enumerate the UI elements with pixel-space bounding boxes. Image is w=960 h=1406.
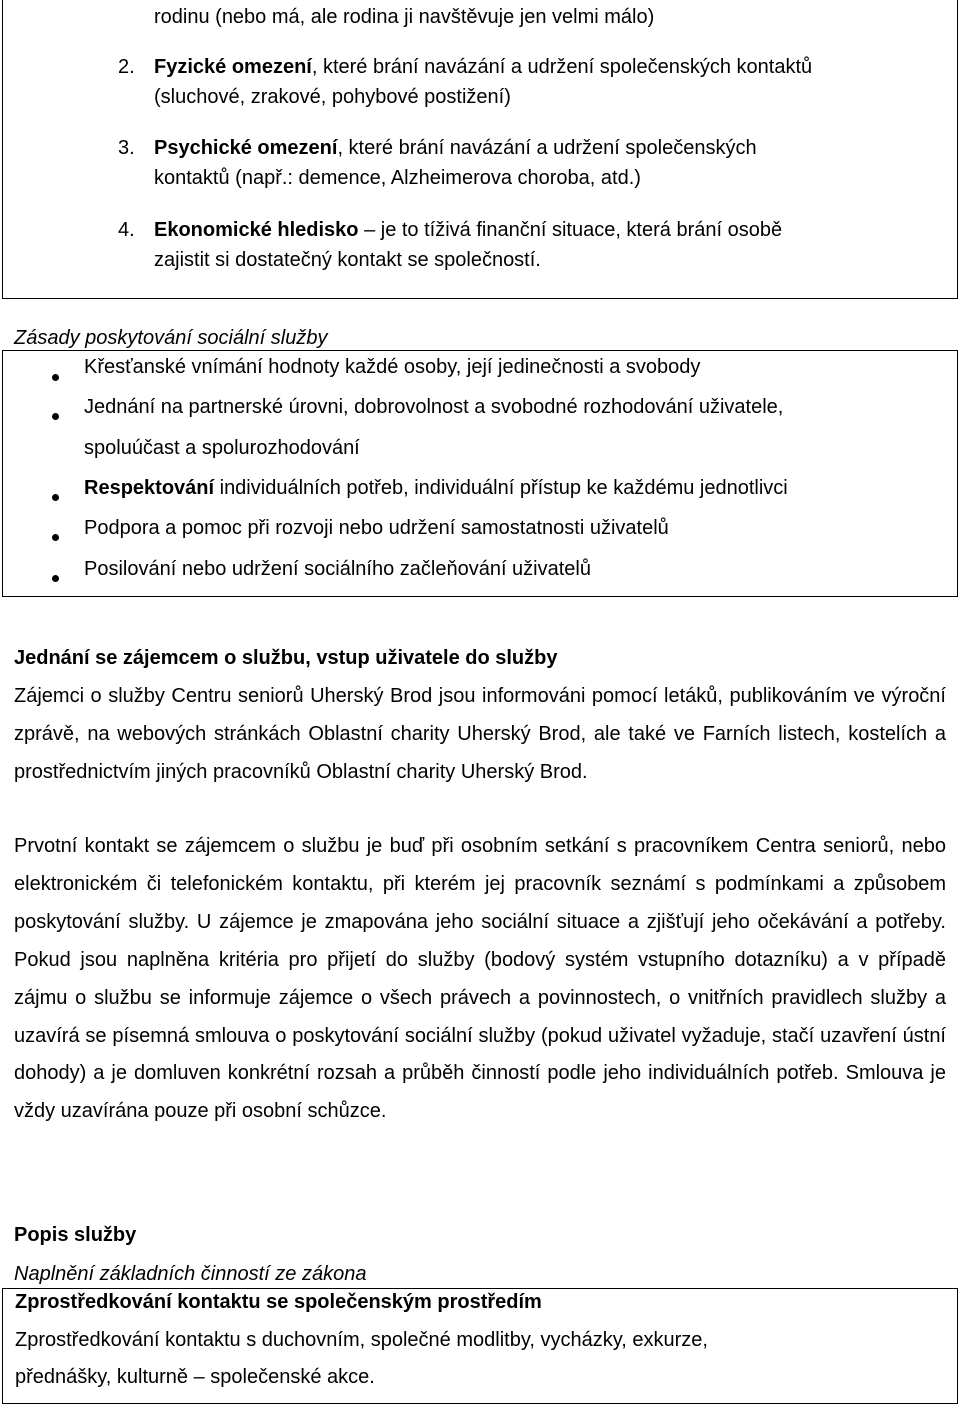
- principles-heading: Zásady poskytování sociální služby: [14, 327, 328, 349]
- description-subheading: Naplnění základních činností ze zákona: [14, 1263, 367, 1285]
- bullet: [52, 575, 59, 582]
- principle-5: Posilování nebo udržení sociálního začleňování uživatelů: [84, 558, 591, 580]
- bullet: [52, 494, 59, 501]
- principle-3: Respektování individuálních potřeb, individuální přístup ke každému jednotlivci: [84, 477, 788, 499]
- principle-2-line1: Jednání na partnerské úrovni, dobrovolnost a svobodné rozhodování uživatele,: [84, 396, 784, 418]
- principle-1: Křesťanské vnímání hodnoty každé osoby, její jedinečnosti a svobody: [84, 356, 701, 378]
- activity-title: Zprostředkování kontaktu se společenským prostředím: [15, 1291, 542, 1313]
- principle-4: Podpora a pomoc při rozvoji nebo udržení samostatnosti uživatelů: [84, 517, 669, 539]
- bullet: [52, 413, 59, 420]
- bullet: [52, 374, 59, 381]
- principle-2-line2: spoluúčast a spolurozhodování: [84, 437, 360, 459]
- intake-paragraph-2: Prvotní kontakt se zájemcem o službu je buď při osobním setkání s pracovníkem Centra seniorů, nebo elektronickém či telefonickém kontaktu, při kterém jej pracovník seznámí s podmínkami a způsobem poskytování služby. U zájemce je zmapována jeho sociální situace a zjišťují jeho očekávání a potřeby. Pokud jsou naplněna kritéria pro přijetí do služby (bodový systém vstupního dotazníku) a v případě zájmu o službu se informuje zájemce o všech právech a povinnostech, o vnitřních pravidlech služby a uzavírá se písemná smlouva o poskytování sociální služby (pokud uživatel vyžaduje, stačí uzavření ústní dohody) a je domluven konkrétní rozsah a průběh činností podle jeho individuálních potřeb. Smlouva je vždy uzavírána pouze při osobní schůzce.: [14, 835, 946, 1123]
- intake-paragraph-1: Zájemci o služby Centru seniorů Uherský Brod jsou informováni pomocí letáků, publikováním ve výroční zprávě, na webových stránkách Oblastní charity Uherský Brod, ale také ve Farních listech, kostelích a prostřednictvím jiných pracovníků Oblastní charity Uherský Brod.: [14, 685, 946, 783]
- intake-heading: Jednání se zájemcem o službu, vstup uživatele do služby: [14, 647, 558, 669]
- activity-box: [2, 1288, 958, 1404]
- bullet: [52, 534, 59, 541]
- activity-line-1: Zprostředkování kontaktu s duchovním, společné modlitby, vycházky, exkurze,: [15, 1329, 708, 1351]
- description-heading: Popis služby: [14, 1224, 137, 1246]
- activity-line-2: přednášky, kulturně – společenské akce.: [15, 1366, 375, 1388]
